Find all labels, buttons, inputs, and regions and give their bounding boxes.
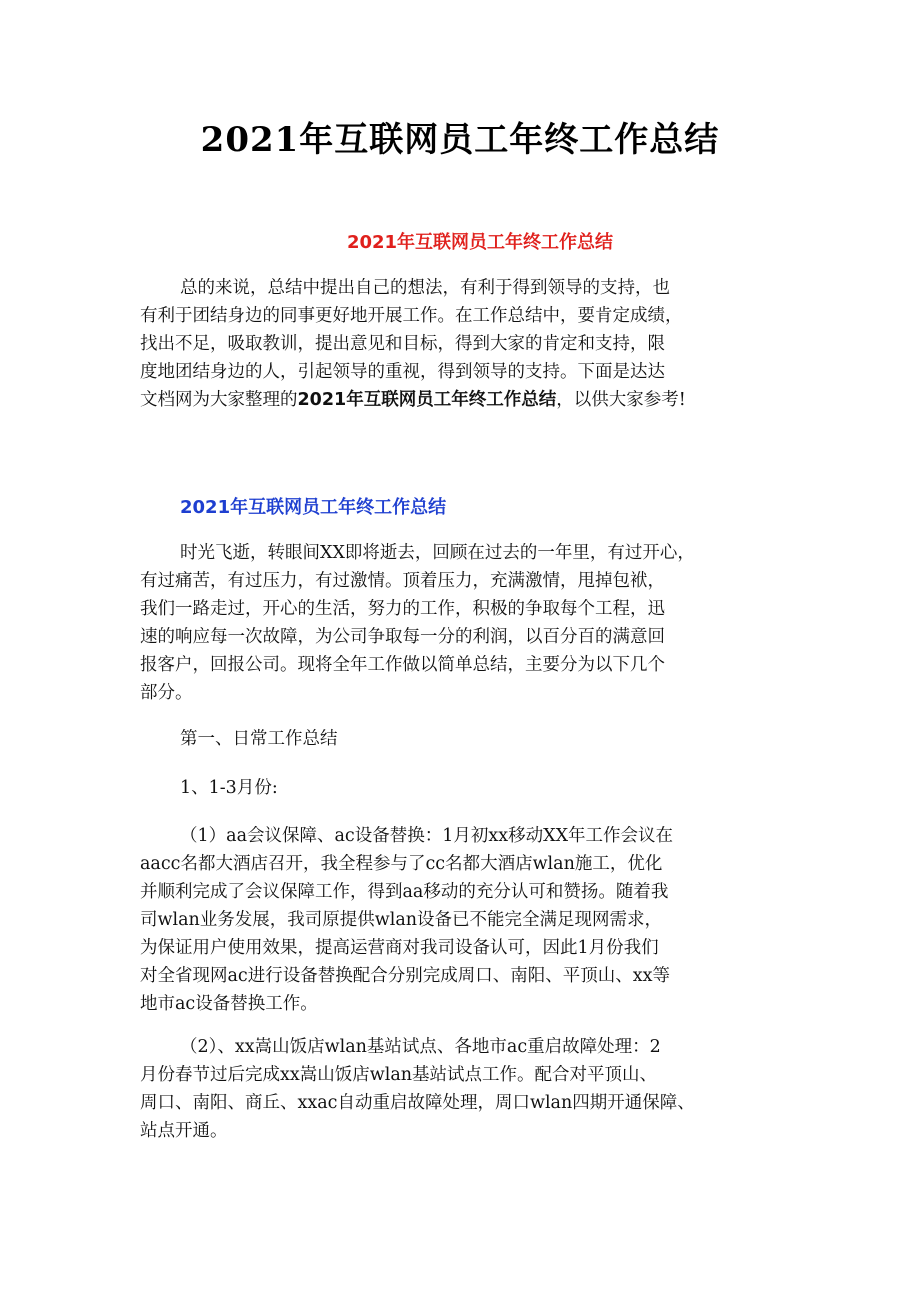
intro-line: 度地团结身边的人，引起领导的重视，得到领导的支持。下面是达达 [140,362,665,382]
item-line: （2）、xx嵩山饭店wlan基站试点、各地市ac重启故障处理：2 [180,1037,661,1057]
intro-last-suffix: ，以供大家参考! [556,390,686,410]
body-line: 速的响应每一次故障，为公司争取每一分的利润，以百分百的满意回 [140,627,665,647]
red-subtitle: 2021年互联网员工年终工作总结 [346,232,614,253]
body-paragraph-1 [140,539,810,707]
item-line: aacc名都大酒店召开，我全程参与了cc名都大酒店wlan施工，优化 [140,854,663,874]
body-line: 有过痛苦，有过压力，有过激情。顶着压力，充满激情，甩掉包袱， [140,571,665,591]
body-line: 我们一路走过，开心的生活，努力的工作，积极的争取每个工程，迅 [140,599,665,619]
item-line: 周口、南阳、商丘、xxac自动重启故障处理，周口wlan四期开通保障、 [140,1093,695,1113]
item-line: 为保证用户使用效果，提高运营商对我司设备认可，因此1月份我们 [140,938,659,958]
blue-subtitle: 2021年互联网员工年终工作总结 [180,497,447,518]
intro-line: 找出不足，吸取教训，提出意见和目标，得到大家的肯定和支持，限 [140,334,665,354]
month-heading: 1、1-3月份: [180,778,278,798]
body-line: 时光飞逝，转眼间XX即将逝去，回顾在过去的一年里，有过开心， [180,543,695,563]
intro-line: 总的来说，总结中提出自己的想法，有利于得到领导的支持，也 [180,278,670,298]
item-line: （1）aa会议保障、ac设备替换：1月初xx移动XX年工作会议在 [180,826,674,846]
intro-bold-title: 2021年互联网员工年终工作总结 [297,390,557,410]
intro-line: 有利于团结身边的同事更好地开展工作。在工作总结中，要肯定成绩， [140,306,683,326]
body-line: 报客户，回报公司。现将全年工作做以简单总结，主要分为以下几个 [140,655,665,675]
body-line: 部分。 [140,683,193,703]
section-heading: 第一、日常工作总结 [180,729,338,749]
item-line: 对全省现网ac进行设备替换配合分别完成周口、南阳、平顶山、xx等 [140,966,670,986]
item-line: 月份春节过后完成xx嵩山饭店wlan基站试点工作。配合对平顶山、 [140,1065,658,1085]
item-line: 地市ac设备替换工作。 [140,994,318,1014]
item-2-paragraph [140,1033,810,1145]
item-1-paragraph [140,822,810,1018]
item-line: 并顺利完成了会议保障工作，得到aa移动的充分认可和赞扬。随着我 [140,882,669,902]
item-line: 司wlan业务发展，我司原提供wlan设备已不能完全满足现网需求， [140,910,663,930]
intro-paragraph [140,274,810,414]
document-title: 2021年互联网员工年终工作总结 [200,120,720,160]
intro-last-line [140,386,810,414]
intro-last-prefix: 文档网为大家整理的 [140,390,298,410]
item-line: 站点开通。 [140,1121,228,1141]
